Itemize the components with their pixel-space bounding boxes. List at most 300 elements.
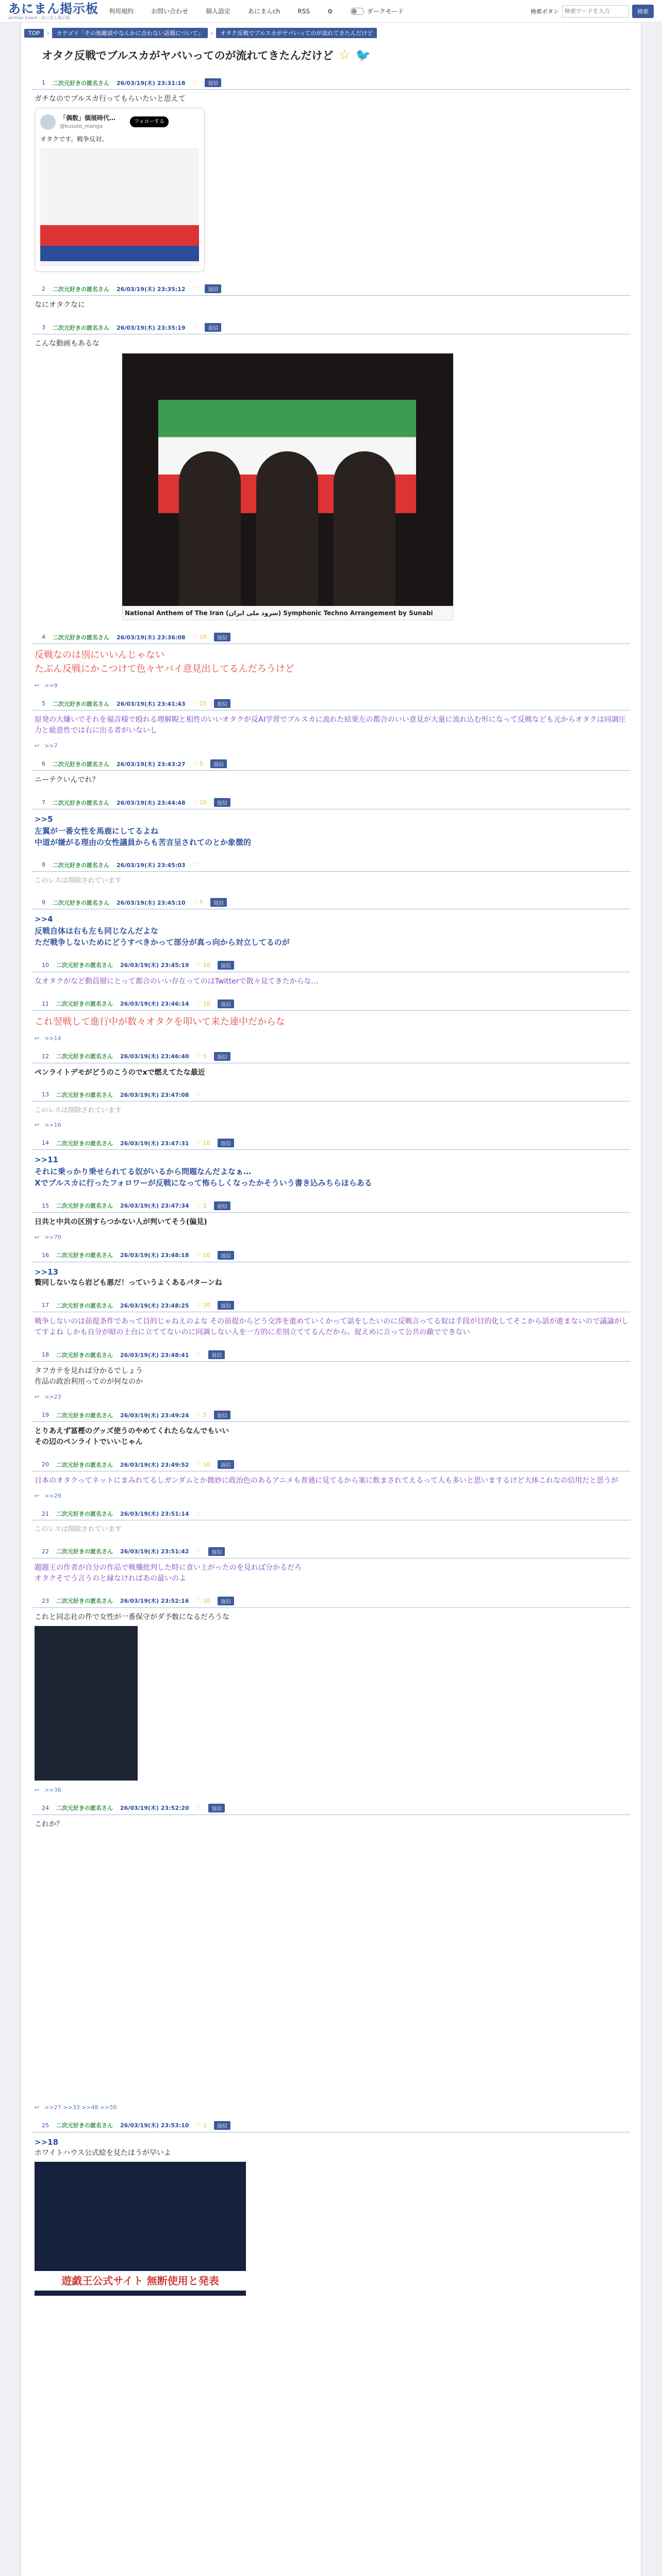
post-body <box>31 771 631 788</box>
crumb-thread[interactable]: オタク反戦でブルスカがヤバいってのが流れてきたんだけど <box>216 28 377 38</box>
post-text-line: 反戦なのは別にいいんじゃない <box>35 650 164 660</box>
post-footer <box>31 2100 631 2111</box>
post <box>31 859 631 888</box>
post-text: これか？ <box>35 1820 63 1828</box>
post-text: 原発の大嫌いでそれを福音様で殴れる理解睨と相性のいいオタクが反AI学習でブルスカに流れた結果左の都合のいい意見が大量に流れ込む形になって反戦なども元からオタクは同調圧力と総意性では右に出る者がいないし <box>35 716 626 735</box>
tweet-user: 「偶数」個展時代… <box>60 114 116 122</box>
reply-links[interactable]: >>36 <box>44 1786 61 1793</box>
post-date: 26/03/19(木) 23:51:42 <box>120 1548 189 1555</box>
post-text: これと同志社の件で女性が一番保守がダ予数になるだろうな <box>35 1613 229 1621</box>
poster-name: 二次元好きの匿名さん <box>53 799 109 806</box>
post-number[interactable]: 15 <box>42 1202 49 1209</box>
post-number[interactable]: 25 <box>42 2122 49 2129</box>
post <box>31 76 631 274</box>
nav-terms[interactable]: 利用規約 <box>109 8 134 15</box>
post <box>31 1050 631 1080</box>
reply-button[interactable]: 返信 <box>218 1301 234 1310</box>
post-header <box>31 2119 631 2132</box>
reply-button[interactable]: 返信 <box>214 1411 230 1419</box>
post-text: 女オタクがなど動員層にとって都合のいい存在ってのはTwitterで散々見てきたからな… <box>35 977 319 986</box>
post-date: 26/03/19(木) 23:47:34 <box>120 1202 189 1209</box>
star-icon[interactable]: ☆ <box>338 47 351 63</box>
reply-button[interactable]: 返信 <box>218 961 234 970</box>
reply-button[interactable]: 返信 <box>205 78 221 87</box>
nav-settings[interactable]: 個人設定 <box>206 8 231 15</box>
post-date: 26/03/19(木) 23:35:19 <box>117 324 186 331</box>
logo-sub: animan board - あにまん掲示板 <box>8 15 70 20</box>
post-number[interactable]: 5 <box>42 700 45 707</box>
poster-name: 二次元好きの匿名さん <box>56 1202 113 1209</box>
nav-animanch[interactable]: あにまんch <box>248 8 280 15</box>
post-date: 26/03/19(木) 23:43:27 <box>117 760 186 768</box>
post-body <box>31 1101 631 1118</box>
reply-links[interactable]: >>14 <box>44 1035 61 1042</box>
post-text: このレスは削除されています <box>35 1526 122 1533</box>
anchor-link[interactable]: >>5 <box>35 815 53 824</box>
heart-icon[interactable]: ♡ 10 <box>196 1302 210 1309</box>
post-body <box>31 1608 631 1783</box>
reply-arrow-icon: ↩ <box>35 1493 40 1499</box>
poster-name: 二次元好きの匿名さん <box>56 2122 113 2129</box>
reply-button[interactable]: 返信 <box>205 323 221 332</box>
post-header <box>31 1199 631 1213</box>
post-body <box>31 1815 631 2100</box>
post-date: 26/03/19(木) 23:31:18 <box>117 79 186 87</box>
post-header <box>31 1050 631 1063</box>
post-date: 26/03/19(木) 23:47:08 <box>120 1091 189 1098</box>
reply-arrow-icon: ↩ <box>35 1122 40 1128</box>
post-header <box>31 757 631 771</box>
heart-icon[interactable]: ♡ 10 <box>196 1251 210 1259</box>
reply-links[interactable]: >>7 <box>44 742 58 749</box>
post-date: 26/03/19(木) 23:44:48 <box>117 799 186 806</box>
reply-button[interactable]: 返信 <box>218 1139 234 1147</box>
post-footer <box>31 1783 631 1793</box>
post-image[interactable] <box>35 2162 246 2296</box>
post-body <box>31 1520 631 1537</box>
post-number[interactable]: 6 <box>42 760 45 767</box>
poster-name: 二次元好きの匿名さん <box>53 760 109 768</box>
post-text: これ翌戦して進行中が数々オタクを叩いて来た連中だからな <box>35 1016 285 1027</box>
post-date: 26/03/19(木) 23:52:20 <box>120 1805 189 1811</box>
search-button[interactable]: 検索 <box>632 5 654 18</box>
post <box>31 896 631 951</box>
reply-button[interactable]: 返信 <box>210 898 227 907</box>
post-date: 26/03/19(木) 23:49:24 <box>120 1412 189 1419</box>
post-header <box>31 959 631 972</box>
search-area <box>531 5 654 18</box>
twitter-icon[interactable]: 🐦 <box>355 48 371 62</box>
fav-count: 5 <box>203 1412 207 1418</box>
main-content <box>21 23 641 2576</box>
post-body <box>31 872 631 888</box>
reply-button[interactable]: 返信 <box>208 1350 225 1359</box>
heart-icon[interactable]: ♡ <box>196 1091 202 1098</box>
post-date: 26/03/19(木) 23:51:14 <box>120 1511 189 1517</box>
post-text: なにオタクなに <box>35 301 85 309</box>
anchor-link[interactable]: >>13 <box>35 1267 59 1277</box>
post-footer <box>31 678 631 689</box>
toggle-switch[interactable] <box>351 8 364 15</box>
heart-icon[interactable]: ♡ 10 <box>192 799 207 806</box>
heart-icon[interactable]: ♡ 10 <box>196 1597 210 1604</box>
reply-button[interactable]: 返信 <box>218 1597 234 1605</box>
post-footer <box>31 1031 631 1042</box>
post-text-line: その辺のペンライトでいいじゃん <box>35 1438 143 1446</box>
post-date: 26/03/19(木) 23:52:16 <box>120 1598 189 1604</box>
anchor-link[interactable]: >>11 <box>35 1155 59 1164</box>
fav-count: 10 <box>199 799 207 806</box>
poster-name: 二次元好きの匿名さん <box>56 1598 113 1604</box>
post <box>31 282 631 313</box>
fav-count: 2 <box>203 1202 207 1209</box>
post-text-line: 作品の政治利用ってのが何なのか <box>35 1378 143 1386</box>
reply-button[interactable]: 返信 <box>214 1201 230 1210</box>
post-date: 26/03/19(木) 23:41:43 <box>117 700 186 707</box>
post-header <box>31 76 631 90</box>
gear-icon[interactable]: ⚙ <box>327 7 333 15</box>
reply-button[interactable]: 返信 <box>210 759 227 768</box>
heart-icon[interactable]: ♡ <box>196 1548 202 1555</box>
reply-button[interactable]: 返信 <box>214 798 230 807</box>
post-header <box>31 859 631 872</box>
post-number[interactable]: 17 <box>42 1302 49 1309</box>
reply-links[interactable]: >>9 <box>44 682 58 689</box>
heart-icon[interactable]: ♡ <box>196 1804 202 1811</box>
post-date: 26/03/19(木) 23:36:08 <box>117 634 186 641</box>
fav-count: 15 <box>199 700 207 707</box>
post-body <box>31 1262 631 1291</box>
post <box>31 1595 631 1793</box>
post-header <box>31 1409 631 1422</box>
heart-icon[interactable]: ♡ 10 <box>196 961 210 969</box>
post <box>31 1299 631 1340</box>
reply-arrow-icon: ↩ <box>35 742 40 749</box>
heart-icon[interactable]: ♡ 5 <box>196 1053 207 1060</box>
post-text: 戦争しないのは前提条件であって目的じゃねえのよな その前提からどう交渉を進めていくかって話をしたいのに反戦言ってる奴は手段が目的化してそこから話が進まないので議論がしてすよね しかも自分が暗の土台に立ててないのに同調しない人を一方的に差別立ててるんだから。捉えめに言って公共の敵でできない <box>35 1317 629 1336</box>
poster-name: 二次元好きの匿名さん <box>53 899 109 906</box>
post-text: こんな動画もあるな <box>35 340 100 348</box>
post-number[interactable]: 9 <box>42 899 45 906</box>
post <box>31 2119 631 2298</box>
poster-name: 二次元好きの匿名さん <box>56 1412 113 1419</box>
reply-button[interactable]: 返信 <box>214 699 230 708</box>
post-header <box>31 282 631 296</box>
thread-title-text: オタク反戦でブルスカがヤバいってのが流れてきたんだけど <box>42 49 334 62</box>
embedded-video[interactable] <box>122 353 453 620</box>
embedded-tweet[interactable] <box>35 108 205 272</box>
post-text-line: Xでブルスカに行ったフォロワーが反戦になって怖らしくなったかそういう書き込みちらほらある <box>35 1178 372 1188</box>
post-image[interactable] <box>35 1626 138 1781</box>
search-input[interactable] <box>562 5 629 18</box>
post-number[interactable]: 10 <box>42 961 49 969</box>
poster-name: 二次元好きの匿名さん <box>56 1805 113 1811</box>
post-number[interactable]: 21 <box>42 1510 49 1517</box>
dark-mode-toggle[interactable] <box>351 7 404 15</box>
post-number[interactable]: 11 <box>42 1000 49 1007</box>
dark-label: ダークモード <box>367 8 404 15</box>
post-number[interactable]: 1 <box>42 79 45 86</box>
heart-icon[interactable]: ♡ <box>192 324 198 331</box>
post-header <box>31 631 631 644</box>
post-header <box>31 1348 631 1362</box>
post-text-line: オタクそでう言うのと縁なければあの最いのよ <box>35 1574 186 1583</box>
poster-name: 二次元好きの匿名さん <box>53 285 109 293</box>
post-number[interactable]: 13 <box>42 1091 49 1098</box>
nav-rss[interactable]: RSS <box>297 7 310 15</box>
post-number[interactable]: 16 <box>42 1251 49 1259</box>
post <box>31 697 631 749</box>
post-date: 26/03/19(木) 23:46:14 <box>120 1001 189 1007</box>
post-header <box>31 321 631 334</box>
post-header <box>31 1802 631 1815</box>
reply-links[interactable]: >>27 >>33 >>48 >>50 <box>44 2104 117 2111</box>
post <box>31 631 631 689</box>
reply-button[interactable]: 返信 <box>214 2121 230 2130</box>
post-header <box>31 1458 631 1471</box>
post-number[interactable]: 22 <box>42 1548 49 1555</box>
reply-button[interactable]: 返信 <box>218 1460 234 1469</box>
heart-icon[interactable]: ♡ 10 <box>196 1461 210 1468</box>
fav-count: 5 <box>203 1053 207 1060</box>
post-number[interactable]: 14 <box>42 1140 49 1146</box>
poster-name: 二次元好きの匿名さん <box>53 634 109 641</box>
poster-name: 二次元好きの匿名さん <box>56 1001 113 1007</box>
heart-icon[interactable]: ♡ 10 <box>196 1140 210 1146</box>
heart-icon[interactable]: ♡ 2 <box>196 1202 207 1209</box>
post-body <box>31 644 631 678</box>
reply-arrow-icon: ↩ <box>35 1233 40 1241</box>
post-body <box>31 1213 631 1230</box>
post-date: 26/03/19(木) 23:48:18 <box>120 1252 189 1259</box>
post-body <box>31 1312 631 1340</box>
post <box>31 1249 631 1291</box>
post-header <box>31 1089 631 1101</box>
heart-icon[interactable]: ♡ 1 <box>196 2122 207 2129</box>
anchor-link[interactable]: >>18 <box>35 2137 59 2147</box>
post-footer <box>31 1389 631 1400</box>
post-date: 26/03/19(木) 23:48:41 <box>120 1351 189 1359</box>
post-text-line: 中道が嫌がる理由の女性議員からも苦言呈されてのとか象徴的 <box>35 838 252 847</box>
post-list <box>31 76 631 2298</box>
site-logo[interactable] <box>8 3 98 20</box>
image-banner: 遊戯王公式サイト 無断使用と発表 <box>35 2271 246 2291</box>
heart-icon[interactable]: ♡ <box>196 1510 202 1517</box>
reply-button[interactable]: 返信 <box>218 1251 234 1260</box>
fav-count: 10 <box>203 1140 210 1146</box>
top-nav <box>109 7 520 15</box>
reply-links[interactable]: >>70 <box>44 1233 61 1241</box>
reply-button[interactable]: 返信 <box>214 1052 230 1061</box>
post-body <box>31 334 631 622</box>
post-text: ニーテクいんでれ？ <box>35 776 100 784</box>
fav-count: 10 <box>203 1461 210 1468</box>
post <box>31 1348 631 1400</box>
post-number[interactable]: 4 <box>42 634 45 640</box>
reply-button[interactable]: 返信 <box>205 284 221 293</box>
post-number[interactable]: 23 <box>42 1597 49 1604</box>
heart-icon[interactable]: ♡ 5 <box>192 899 203 906</box>
heart-icon[interactable]: ♡ <box>196 1351 202 1358</box>
post-header <box>31 1137 631 1150</box>
post-number[interactable]: 18 <box>42 1351 49 1358</box>
post-number[interactable]: 24 <box>42 1804 49 1811</box>
heart-icon[interactable]: ♡ 5 <box>192 760 203 767</box>
post-header <box>31 896 631 909</box>
post-body <box>31 972 631 989</box>
post-header <box>31 997 631 1011</box>
post-header <box>31 1249 631 1262</box>
post-body <box>31 1471 631 1488</box>
fav-count: 5 <box>199 760 203 767</box>
follow-button[interactable]: フォローする <box>130 116 169 127</box>
reply-arrow-icon: ↩ <box>35 1035 40 1042</box>
post-number[interactable]: 12 <box>42 1053 49 1060</box>
nav-contact[interactable]: お問い合わせ <box>151 8 189 15</box>
post-header <box>31 796 631 809</box>
heart-icon[interactable]: ♡ <box>192 79 198 86</box>
crumb-category[interactable]: カテゴリ「その他雑談やなんかに合わない話題について」 <box>52 28 207 38</box>
video-thumbnail <box>122 353 453 606</box>
poster-name: 二次元好きの匿名さん <box>56 962 113 969</box>
post-text: 日本のオタクってネットにまみれてるしガンダムとか微妙に政治色のあるアニメも普通に見てるから案に飲まされてえるって人も多いと思いまするけど大体これなの信用だと思うが <box>35 1477 619 1485</box>
post-body <box>31 1558 631 1586</box>
reply-links[interactable]: >>29 <box>44 1493 61 1499</box>
post-date: 26/03/19(木) 23:53:10 <box>120 2122 189 2129</box>
search-label: 検索ボタン <box>531 8 559 15</box>
post-number[interactable]: 2 <box>42 285 45 292</box>
post-number[interactable]: 19 <box>42 1412 49 1418</box>
post-date: 26/03/19(木) 23:45:03 <box>117 861 186 869</box>
post-body <box>31 1011 631 1031</box>
post <box>31 1199 631 1241</box>
post-text-line: 反戦自体は右も左も同じなんだよな <box>35 926 159 936</box>
poster-name: 二次元好きの匿名さん <box>53 324 109 331</box>
reply-button[interactable]: 返信 <box>208 1804 225 1812</box>
post-number[interactable]: 3 <box>42 324 45 331</box>
post-text-line: それに乗っかり乗せられてる奴がいるから問題なんだよなぁ… <box>35 1166 252 1176</box>
post-body <box>31 710 631 738</box>
post-date: 26/03/19(木) 23:49:52 <box>120 1461 189 1468</box>
post <box>31 796 631 851</box>
post <box>31 997 631 1042</box>
post-body <box>31 2132 631 2298</box>
fav-count: 1 <box>203 2122 207 2129</box>
post-body <box>31 1150 631 1191</box>
post-text: このレスは削除されています <box>35 1106 122 1114</box>
poster-name: 二次元好きの匿名さん <box>56 1091 113 1098</box>
post <box>31 1137 631 1191</box>
reply-arrow-icon: ↩ <box>35 682 40 689</box>
avatar <box>40 114 56 130</box>
poster-name: 二次元好きの匿名さん <box>56 1252 113 1259</box>
heart-icon[interactable]: ♡ 5 <box>196 1412 207 1418</box>
post-text: ガチなのでブルスカ行ってもらいたいと思えて <box>35 95 186 103</box>
post-body <box>31 809 631 851</box>
breadcrumb: TOP › カテゴリ「その他雑談やなんかに合わない話題について」 › オタク反戦でブルスカがヤバいってのが流れてきたんだけど <box>24 28 631 38</box>
post <box>31 1409 631 1450</box>
post-body <box>31 909 631 951</box>
post <box>31 757 631 788</box>
post-date: 26/03/19(木) 23:45:19 <box>120 962 189 969</box>
post-header <box>31 1545 631 1558</box>
poster-name: 二次元好きの匿名さん <box>56 1302 113 1309</box>
post-date: 26/03/19(木) 23:35:12 <box>117 285 186 293</box>
post-body <box>31 1362 631 1389</box>
anchor-link[interactable]: >>4 <box>35 914 53 924</box>
poster-name: 二次元好きの匿名さん <box>53 861 109 869</box>
crumb-top[interactable]: TOP <box>24 29 44 38</box>
post-text: ペンライトデモがどうのこうのでxで燃えてたな最近 <box>35 1068 205 1077</box>
post-date: 26/03/19(木) 23:48:25 <box>120 1302 189 1309</box>
fav-count: 10 <box>203 1302 210 1309</box>
post-header <box>31 697 631 710</box>
post-text: このレスは削除されています <box>35 876 122 885</box>
tweet-handle: @kusuto_manga <box>60 124 103 129</box>
post <box>31 1089 631 1129</box>
post-footer <box>31 1230 631 1241</box>
post <box>31 1507 631 1537</box>
post-footer <box>31 738 631 749</box>
reply-arrow-icon: ↩ <box>35 2104 40 2111</box>
tweet-image <box>40 148 199 266</box>
heart-icon[interactable]: ♡ 10 <box>192 634 207 640</box>
fav-count: 5 <box>199 899 203 906</box>
reply-button[interactable]: 返信 <box>214 633 230 641</box>
post-date: 26/03/19(木) 23:46:40 <box>120 1053 189 1060</box>
post-text: ホワイトハウス公式絵を見たほうが早いよ <box>35 2149 171 2157</box>
poster-name: 二次元好きの匿名さん <box>56 1351 113 1359</box>
post-number[interactable]: 8 <box>42 861 45 868</box>
reply-button[interactable]: 返信 <box>218 999 234 1008</box>
post-body <box>31 1422 631 1450</box>
heart-icon[interactable]: ♡ 15 <box>192 700 207 707</box>
poster-name: 二次元好きの匿名さん <box>56 1053 113 1060</box>
post-date: 26/03/19(木) 23:47:31 <box>120 1140 189 1147</box>
poster-name: 二次元好きの匿名さん <box>53 700 109 707</box>
poster-name: 二次元好きの匿名さん <box>56 1548 113 1555</box>
thread-title <box>42 47 631 63</box>
post-number[interactable]: 20 <box>42 1461 49 1468</box>
heart-icon[interactable]: ♡ 10 <box>196 1000 210 1007</box>
poster-name: 二次元好きの匿名さん <box>53 79 109 87</box>
top-bar <box>0 0 662 23</box>
reply-button[interactable]: 返信 <box>208 1547 225 1556</box>
post-number[interactable]: 7 <box>42 799 45 806</box>
post-text: 贅同しないなら岩ども悪だ！っていうよくあるパターンね <box>35 1279 222 1287</box>
heart-icon[interactable]: ♡ <box>192 285 198 292</box>
post-footer <box>31 1488 631 1499</box>
fav-count: 10 <box>199 634 207 640</box>
poster-name: 二次元好きの匿名さん <box>56 1511 113 1517</box>
fav-count: 10 <box>203 1597 210 1604</box>
post-body <box>31 90 631 274</box>
post-text-line: ただ戦争しないためにどうすべきかって部分が真っ向から対立してるのが <box>35 938 290 947</box>
post-footer <box>31 1117 631 1128</box>
post <box>31 959 631 989</box>
heart-icon[interactable]: ♡ <box>192 861 198 868</box>
reply-links[interactable]: >>23 <box>44 1394 61 1400</box>
reply-links[interactable]: >>16 <box>44 1122 61 1128</box>
post-date: 26/03/19(木) 23:45:10 <box>117 899 186 906</box>
post-text-line: 題題王の作者が自分の作品で戦殲批判した時に食い上がったのを見れば分かるだろ <box>35 1563 302 1572</box>
post-text-line: タフカテを見れば分かるでしょう <box>35 1367 143 1375</box>
post-header <box>31 1507 631 1520</box>
fav-count: 10 <box>203 961 210 969</box>
poster-name: 二次元好きの匿名さん <box>56 1140 113 1147</box>
post <box>31 1545 631 1586</box>
post-text-line: 左翼が一番女性を馬鹿にしてるよね <box>35 826 159 836</box>
